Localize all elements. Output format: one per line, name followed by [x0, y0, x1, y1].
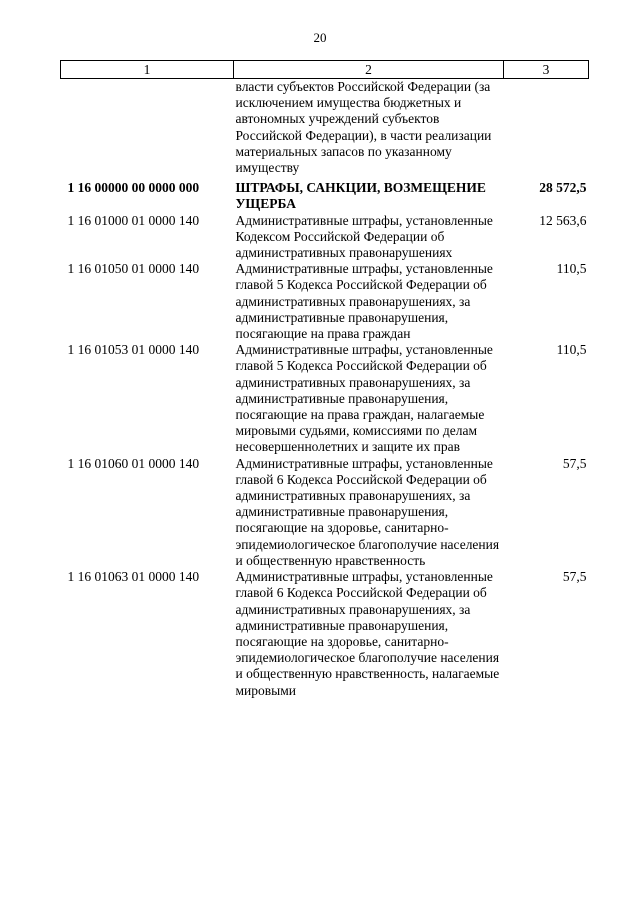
- column-header-name: 2: [234, 61, 504, 79]
- row-code: 1 16 01050 01 0000 140: [67, 261, 200, 277]
- row-code: 1 16 01053 01 0000 140: [67, 342, 200, 358]
- row-name: Административные штрафы, установленные Кодексом Российской Федерации об административных правонарушениях: [235, 212, 493, 261]
- row-name: Административные штрафы, установленные главой 6 Кодекса Российской Федерации об административных правонарушениях, за административные правонарушения, посягающие на здоровье, санитарно-эпидемиологическое благополучие населения и общественную нравственность: [235, 455, 500, 568]
- column-header-amount: 3: [504, 61, 589, 79]
- row-amount: 57,5: [562, 455, 587, 471]
- continuation-code-cell: [61, 79, 234, 177]
- table-header-row: [61, 61, 589, 79]
- row-amount: 28 572,5: [539, 180, 587, 196]
- table-row-continuation: [61, 79, 589, 177]
- row-code: 1 16 01063 01 0000 140: [67, 569, 200, 585]
- table-row: [61, 261, 589, 342]
- row-amount: 57,5: [562, 569, 587, 585]
- row-name: Административные штрафы, установленные главой 6 Кодекса Российской Федерации об административных правонарушениях, за административные правонарушения, посягающие на здоровье, санитарно-эпидемиологическое благополучие населения и общественную нравственность, налагаемые мировыми: [235, 569, 500, 698]
- row-name: ШТРАФЫ, САНКЦИИ, ВОЗМЕЩЕНИЕ УЩЕРБА: [235, 180, 486, 212]
- table-row: [61, 213, 589, 262]
- row-code: 1 16 00000 00 0000 000: [67, 180, 200, 196]
- row-code: 1 16 01000 01 0000 140: [67, 212, 200, 228]
- column-header-code: 1: [61, 61, 234, 79]
- row-amount: 110,5: [556, 342, 587, 358]
- table-row: [61, 176, 589, 212]
- continuation-text: власти субъектов Российской Федерации (за исключением имущества бюджетных и автономных учреждений субъектов Российской Федерации), в части реализации материальных запасов по указанному имуществу: [235, 79, 492, 176]
- row-amount: 12 563,6: [539, 212, 587, 228]
- row-name: Административные штрафы, установленные главой 5 Кодекса Российской Федерации об административных правонарушениях, за административные правонарушения, посягающие на права граждан: [235, 261, 493, 342]
- table-row: [61, 342, 589, 455]
- row-name: Административные штрафы, установленные главой 5 Кодекса Российской Федерации об административных правонарушениях, за административные правонарушения, посягающие на права граждан, налагаемые мировыми судьями, комиссиями по делам несовершеннолетних и защите их прав: [235, 342, 493, 455]
- row-amount: 110,5: [556, 261, 587, 277]
- table-row: [61, 569, 589, 699]
- page-number: 20: [313, 30, 327, 45]
- table-row: [61, 456, 589, 569]
- budget-revenue-table: [60, 60, 589, 699]
- continuation-amount-cell: [504, 79, 589, 177]
- row-code: 1 16 01060 01 0000 140: [67, 455, 200, 471]
